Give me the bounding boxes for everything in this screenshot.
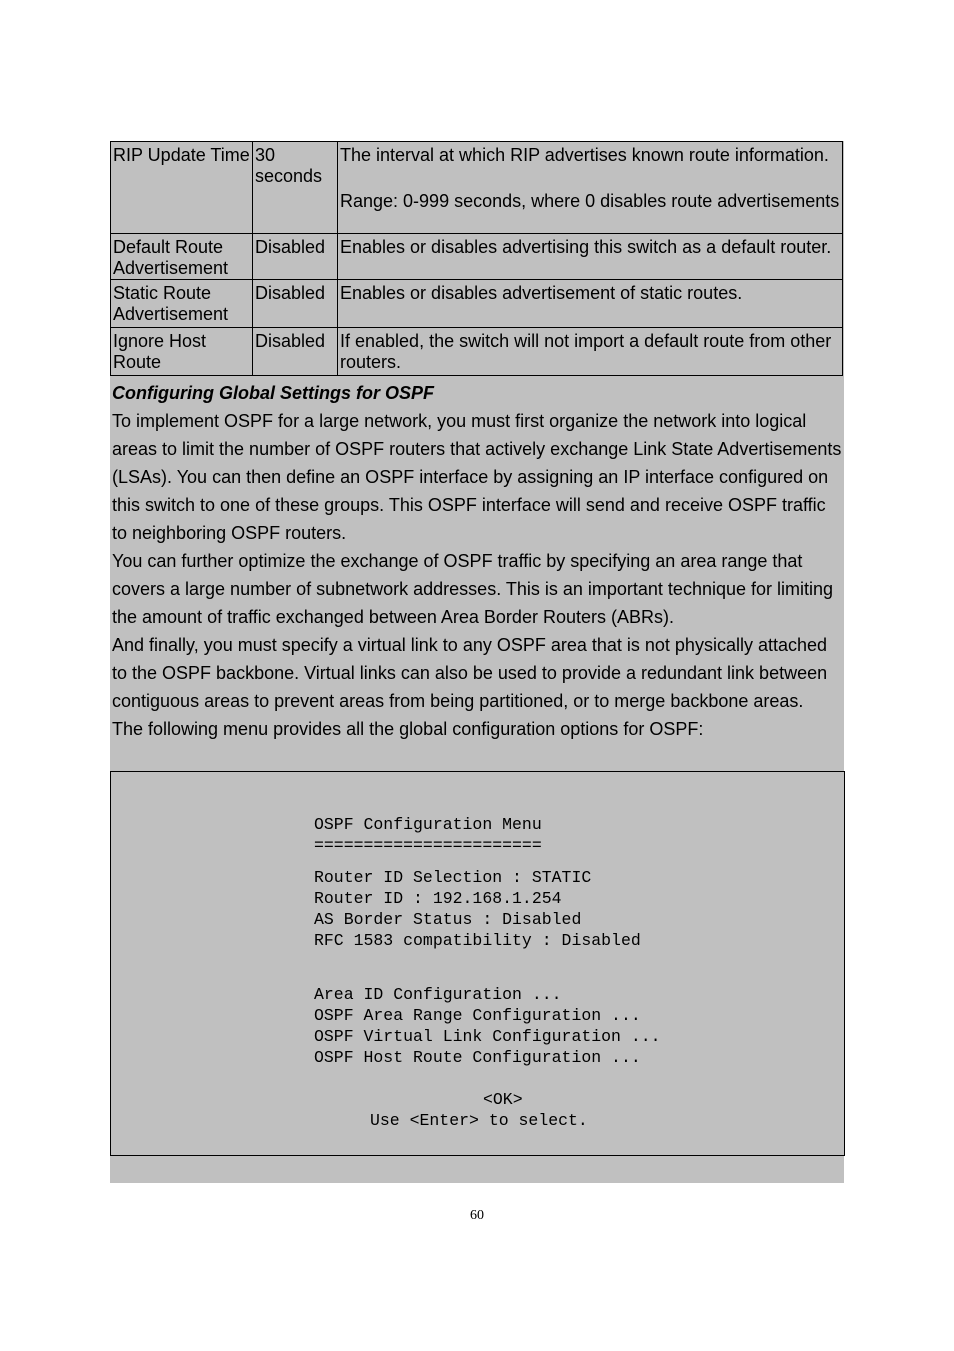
- document-body: [110, 141, 844, 1183]
- setting-description: Range: 0-999 seconds, where 0 disables route advertisements: [338, 188, 843, 234]
- router-id-selection-field[interactable]: Router ID Selection : STATIC: [314, 868, 592, 887]
- setting-value: 30 seconds: [253, 142, 338, 188]
- section-heading: Configuring Global Settings for OSPF: [112, 383, 434, 403]
- paragraph: And finally, you must specify a virtual link to any OSPF area that is not physically attached to the OSPF backbone. Virtual links can also be used to provide a redundant link between contiguous areas to prevent areas from being partitioned, or to merge backbone areas.: [112, 635, 828, 711]
- setting-value: Disabled: [253, 328, 338, 376]
- setting-description: The interval at which RIP advertises known route information.: [338, 142, 843, 188]
- menu-title: OSPF Configuration Menu: [314, 815, 542, 834]
- setting-name: Default Route Advertisement: [111, 234, 253, 280]
- setting-name: Static Route Advertisement: [111, 280, 253, 328]
- table-row: [111, 188, 843, 234]
- as-border-status-field[interactable]: AS Border Status : Disabled: [314, 910, 582, 929]
- rfc1583-compatibility-field[interactable]: RFC 1583 compatibility : Disabled: [314, 931, 641, 950]
- menu-item-area-id-configuration[interactable]: Area ID Configuration ...: [314, 985, 562, 1004]
- menu-hint: Use <Enter> to select.: [370, 1111, 588, 1130]
- setting-description: Enables or disables advertisement of static routes.: [338, 280, 843, 328]
- setting-description: If enabled, the switch will not import a default route from other routers.: [338, 328, 843, 376]
- menu-item-virtual-link-configuration[interactable]: OSPF Virtual Link Configuration ...: [314, 1027, 661, 1046]
- ospf-global-settings-section: [112, 381, 844, 743]
- table-row: [111, 234, 843, 280]
- setting-description: Enables or disables advertising this switch as a default router.: [338, 234, 843, 280]
- paragraph: You can further optimize the exchange of OSPF traffic by specifying an area range that covers a large number of subnetwork addresses. This is an important technique for limiting the amount of traffic exchanged between Area Border Routers (ABRs).: [112, 551, 834, 627]
- setting-value: Disabled: [253, 234, 338, 280]
- menu-title-underline: =======================: [314, 836, 542, 855]
- ospf-configuration-menu: [110, 771, 845, 1156]
- paragraph: The following menu provides all the global configuration options for OSPF:: [112, 719, 704, 739]
- table-row: [111, 280, 843, 328]
- ok-button[interactable]: <OK>: [483, 1090, 523, 1109]
- table-row: [111, 328, 843, 376]
- rip-settings-table: [110, 141, 843, 376]
- paragraph: To implement OSPF for a large network, you must first organize the network into logical areas to limit the number of OSPF routers that actively exchange Link State Advertisements (LSAs). You can then define an OSPF interface by assigning an IP interface configured on this switch to one of these groups. This OSPF interface will send and receive OSPF traffic to neighboring OSPF routers.: [112, 411, 842, 543]
- menu-item-area-range-configuration[interactable]: OSPF Area Range Configuration ...: [314, 1006, 641, 1025]
- router-id-field[interactable]: Router ID : 192.168.1.254: [314, 889, 562, 908]
- table-row: [111, 142, 843, 188]
- setting-name: RIP Update Time: [111, 142, 253, 188]
- page-number: 60: [470, 1208, 484, 1223]
- setting-name: Ignore Host Route: [111, 328, 253, 376]
- setting-value: Disabled: [253, 280, 338, 328]
- menu-item-host-route-configuration[interactable]: OSPF Host Route Configuration ...: [314, 1048, 641, 1067]
